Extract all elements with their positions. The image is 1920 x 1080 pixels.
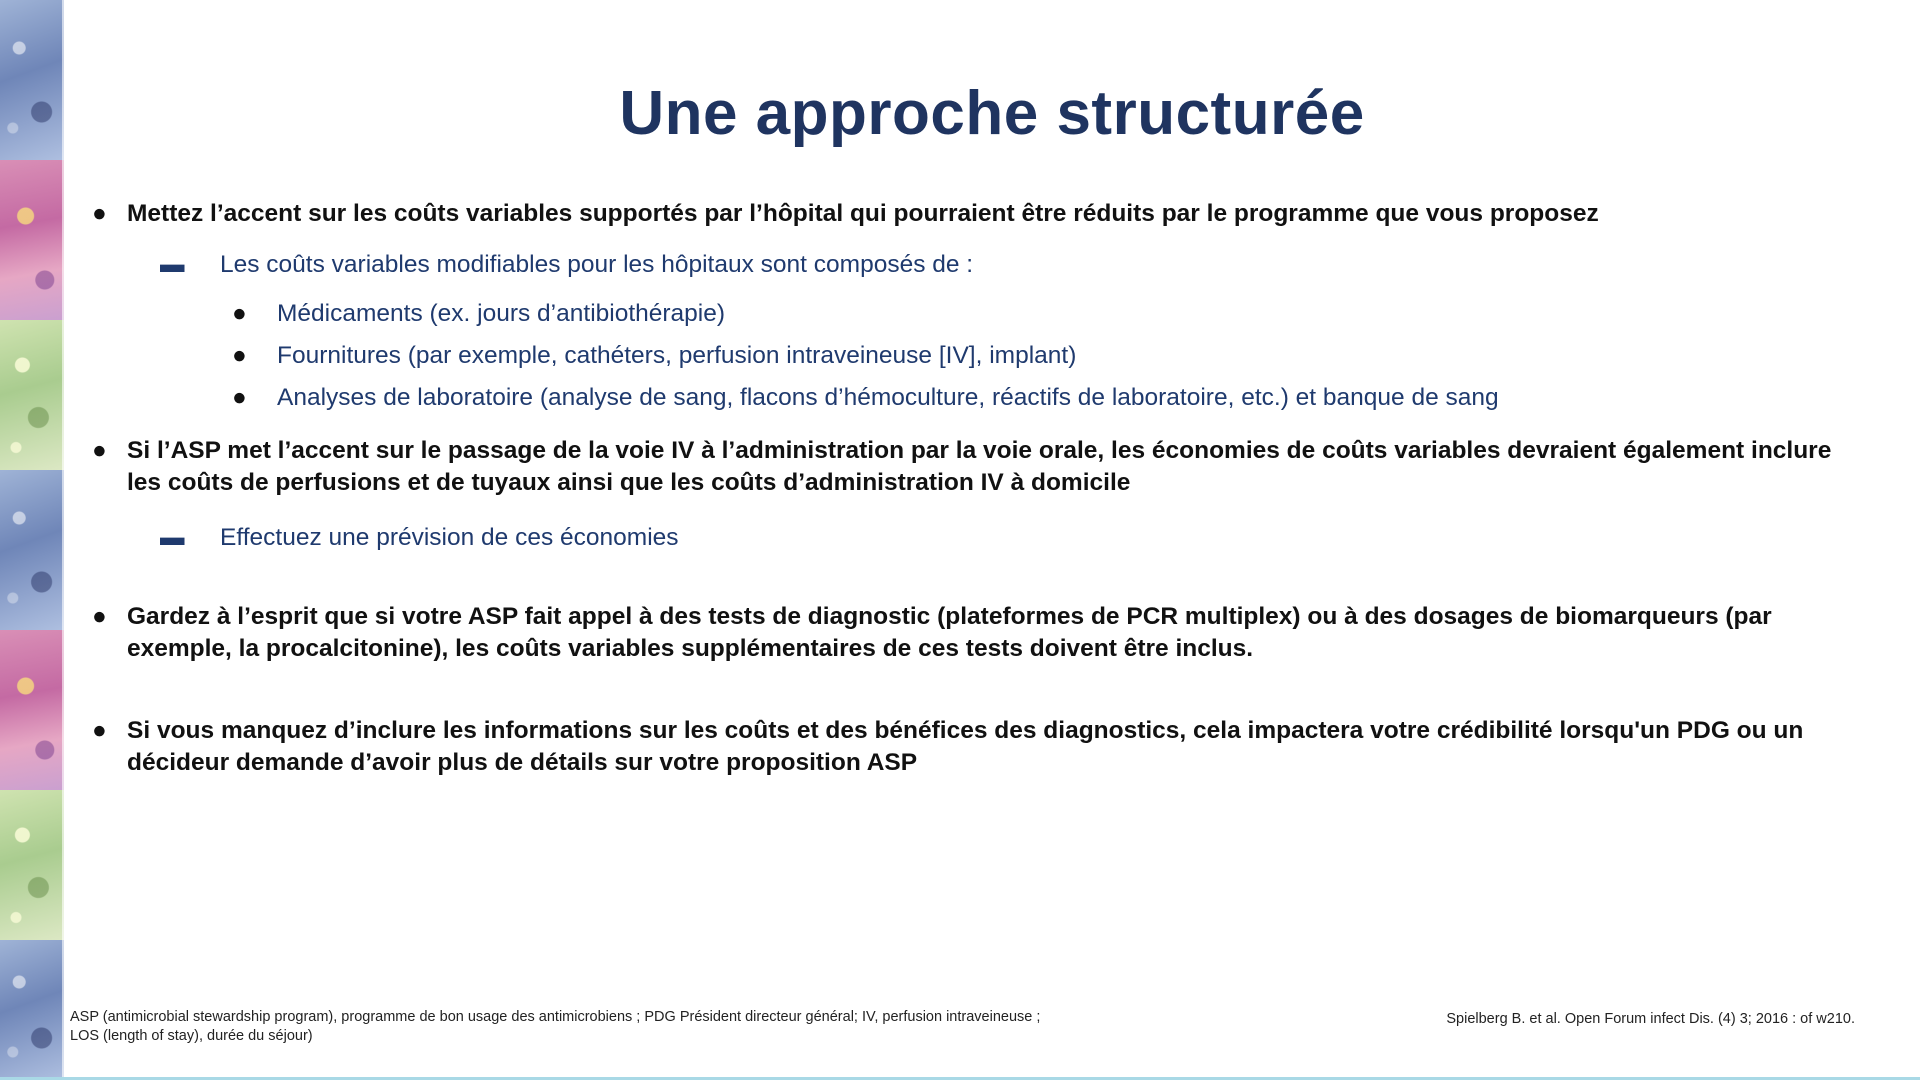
bullet-item xyxy=(90,435,1870,499)
footnote-line: ASP (antimicrobial stewardship program), programme de bon usage des antimicrobiens ; PDG Président directeur général; IV, perfusion intraveineuse ; xyxy=(70,1009,1041,1025)
bullet-text: Mettez l’accent sur les coûts variables supportés par l’hôpital qui pourraient être réduits par le programme que vous proposez xyxy=(127,200,1599,227)
sub-sub-bullet-item xyxy=(90,382,1870,414)
side-image-cells-green xyxy=(0,790,64,940)
sub-sub-bullet-item xyxy=(90,340,1870,372)
dash-icon: ▬ xyxy=(160,524,185,551)
decorative-side-strip xyxy=(0,0,64,1080)
bullet-text: Si l’ASP met l’accent sur le passage de la voie IV à l’administration par la voie orale, les économies de coûts variables devraient également inclure les coûts de perfusions et de tuyaux ainsi que les coûts d’administration IV à domicile xyxy=(127,437,1832,496)
side-image-cells-pink xyxy=(0,160,64,320)
sub-bullet-item xyxy=(90,249,1870,281)
sub-sub-bullet-text: Fournitures (par exemple, cathéters, perfusion intraveineuse [IV], implant) xyxy=(277,342,1077,369)
side-image-cells-green xyxy=(0,320,64,470)
sub-bullet-item xyxy=(90,522,1870,554)
bullet-item xyxy=(90,601,1870,665)
side-image-cells-blue xyxy=(0,0,64,160)
sub-sub-bullet-text: Médicaments (ex. jours d’antibiothérapie) xyxy=(277,300,726,327)
footnote xyxy=(70,1008,1320,1046)
bullet-item xyxy=(90,715,1870,779)
bullet-icon: ● xyxy=(232,300,247,327)
slide-content xyxy=(90,198,1870,779)
sub-sub-bullet-text: Analyses de laboratoire (analyse de sang, flacons d’hémoculture, réactifs de laboratoire, etc.) et banque de sang xyxy=(277,384,1499,411)
reference-citation: Spielberg B. et al. Open Forum infect Dis. (4) 3; 2016 : of w210. xyxy=(1446,1011,1855,1027)
bullet-text: Gardez à l’esprit que si votre ASP fait appel à des tests de diagnostic (plateformes de PCR multiplex) ou à des dosages de biomarqueurs (par exemple, la procalcitonine), les coûts variables supplémentaires de ces tests doivent être inclus. xyxy=(127,603,1772,662)
dash-icon: ▬ xyxy=(160,251,185,278)
side-image-cells-blue xyxy=(0,470,64,630)
bullet-text: Si vous manquez d’inclure les informations sur les coûts et des bénéfices des diagnostics, cela impactera votre crédibilité lorsqu'un PDG ou un décideur demande d’avoir plus de détails sur votre proposition ASP xyxy=(127,717,1804,776)
bullet-icon: ● xyxy=(92,603,107,630)
slide-title: Une approche structurée xyxy=(619,79,1365,148)
bullet-icon: ● xyxy=(232,384,247,411)
bullet-icon: ● xyxy=(232,342,247,369)
footnote-line: LOS (length of stay), durée du séjour) xyxy=(70,1028,313,1044)
sub-bullet-text: Effectuez une prévision de ces économies xyxy=(220,524,679,551)
bullet-item xyxy=(90,198,1870,230)
sub-bullet-text: Les coûts variables modifiables pour les hôpitaux sont composés de : xyxy=(220,251,974,278)
side-strip-edge xyxy=(62,0,64,1080)
side-image-cells-blue xyxy=(0,940,64,1080)
side-image-cells-pink xyxy=(0,630,64,790)
bullet-icon: ● xyxy=(92,437,107,464)
bullet-icon: ● xyxy=(92,717,107,744)
bullet-icon: ● xyxy=(92,200,107,227)
sub-sub-bullet-item xyxy=(90,298,1870,330)
